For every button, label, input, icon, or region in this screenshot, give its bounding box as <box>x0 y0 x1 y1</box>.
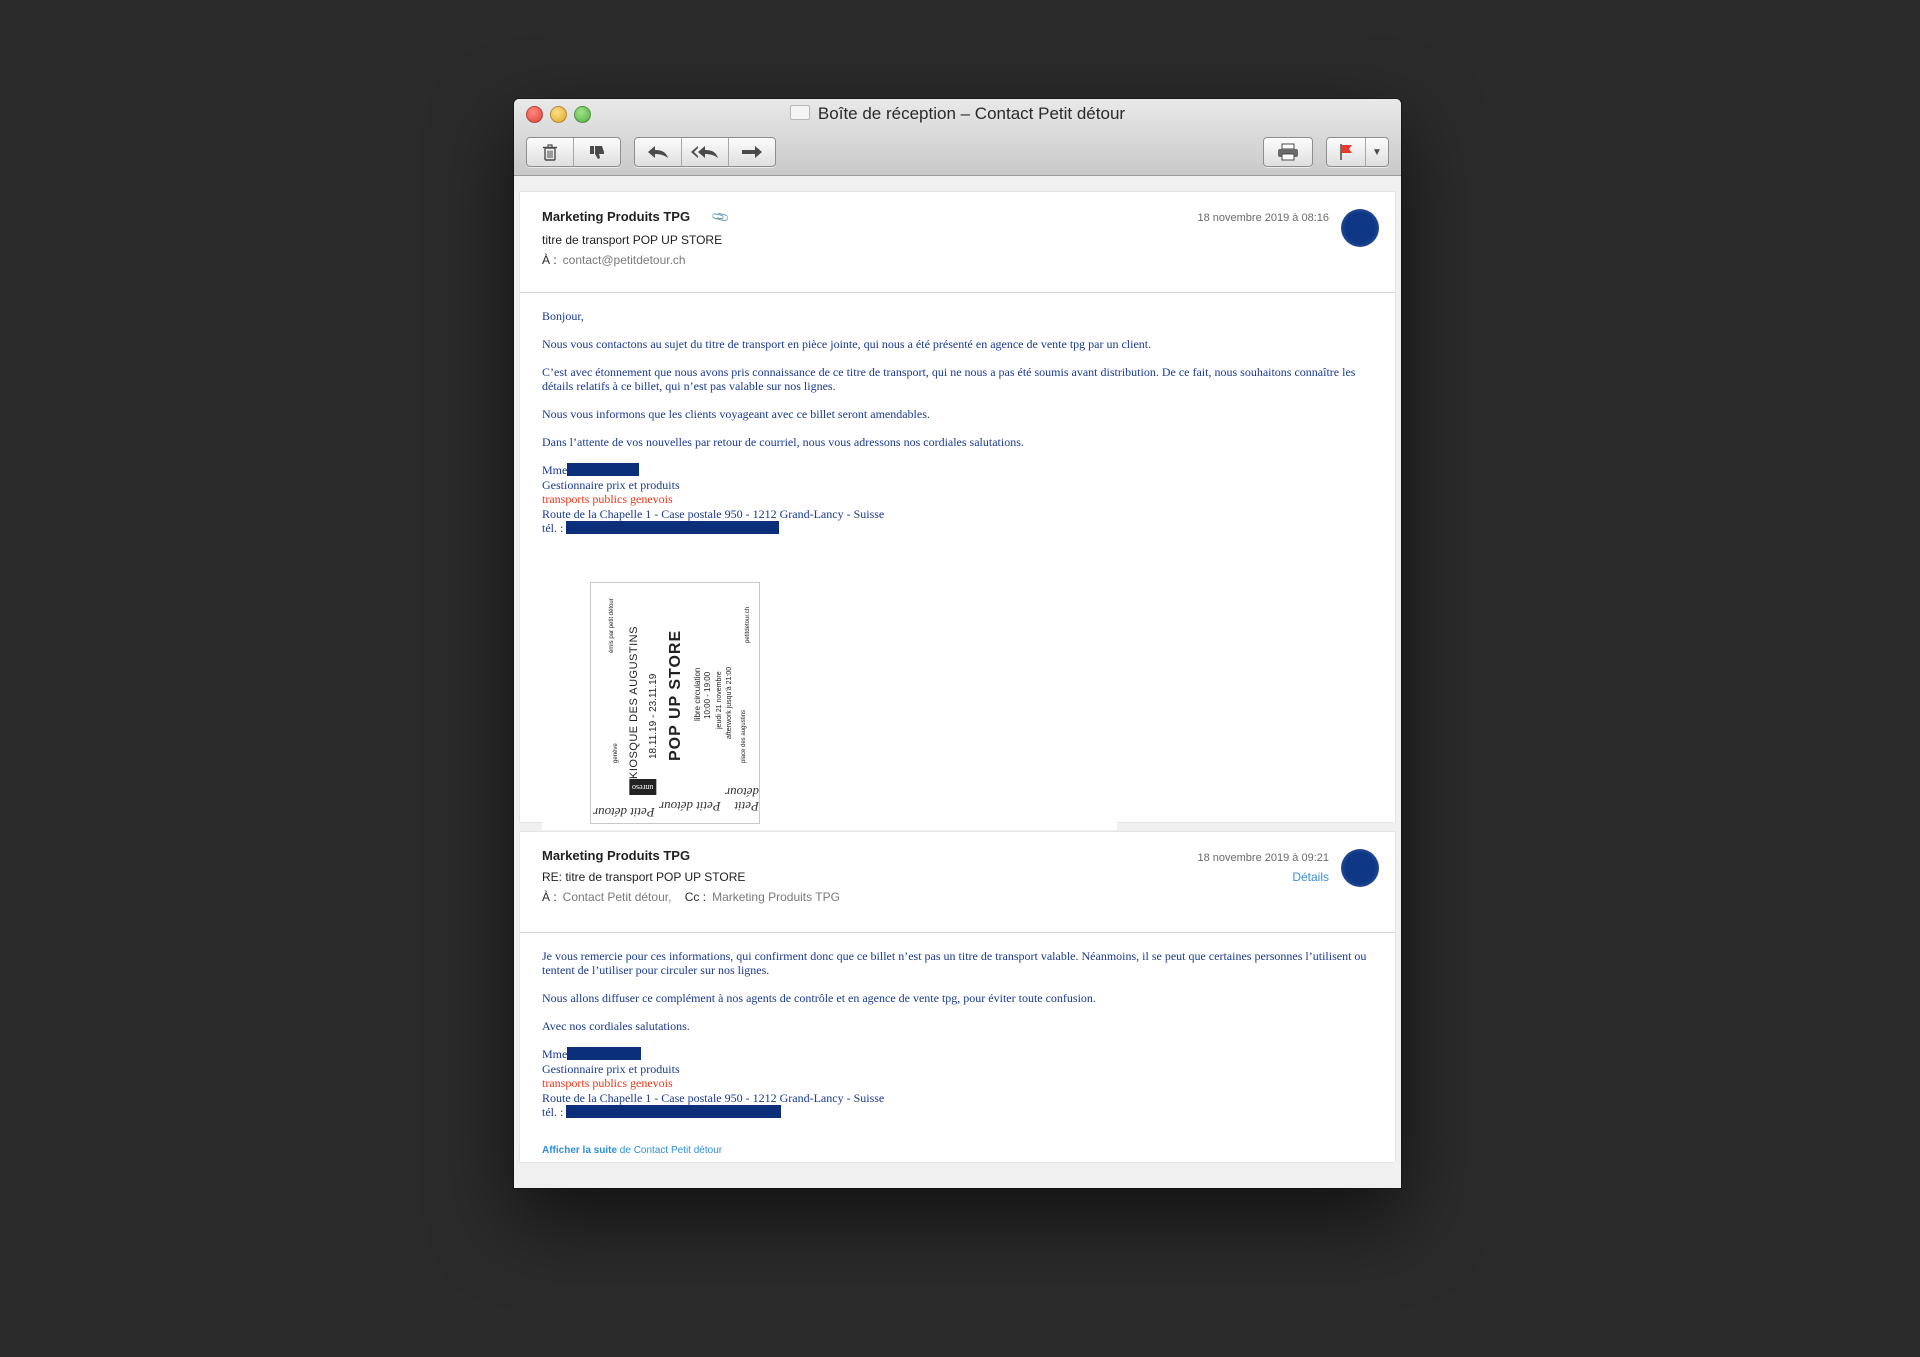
sender-name[interactable]: Marketing Produits TPG <box>542 209 691 224</box>
reply-icon <box>647 145 669 159</box>
cc-label: Cc : <box>684 890 707 904</box>
avatar <box>1341 849 1379 887</box>
delete-junk-group <box>526 137 621 167</box>
ticket-type: libre circulation <box>693 667 702 721</box>
cc-recipient[interactable]: Marketing Produits TPG <box>712 890 840 904</box>
body-paragraph: Je vous remercie pour ces informations, qui confirment donc que ce billet n’est pas un titre de transport valable. Néanmoins, il se peut que certaines personnes l’utilisent ou tentent de l’utiliser pour circuler sur nos lignes. <box>542 949 1367 977</box>
message-date: 18 novembre 2019 à 08:16 <box>1197 212 1329 224</box>
print-group <box>1263 137 1313 167</box>
signature-role: Gestionnaire prix et produits <box>542 477 680 492</box>
body-paragraph: C’est avec étonnement que nous avons pris connaissance de ce titre de transport, qui ne nous a pas été soumis avant distribution. De ce fait, nous souhaitons connaître les détails relatifs à ce billet, qui n’est pas valable sur nos lignes. <box>542 365 1356 393</box>
ticket-dates: 18.11.19 - 23.11.19 <box>648 673 659 759</box>
thumbs-down-icon <box>588 144 606 161</box>
redacted-name <box>567 463 639 476</box>
ticket-logo: Petit détour <box>659 798 721 814</box>
ticket-scan <box>590 582 760 824</box>
signature-org: transports publics genevois <box>542 492 673 506</box>
reply-all-icon <box>690 145 720 159</box>
reply-all-button[interactable] <box>682 138 729 166</box>
flag-group <box>1326 137 1389 167</box>
body-paragraph: Nous vous contactons au sujet du titre de transport en pièce jointe, qui nous a été présenté en agence de vente tpg par un client. <box>542 337 1152 351</box>
reply-button[interactable] <box>635 138 682 166</box>
signature <box>542 463 1373 536</box>
envelope-icon <box>790 105 810 120</box>
ticket-afterwork: afterwork jusqu'à 21:00 <box>726 666 733 739</box>
attachment-image[interactable] <box>542 558 1117 830</box>
show-more-bold[interactable]: Afficher la suite <box>542 1144 618 1156</box>
signature-address: Route de la Chapelle 1 - Case postale 950 - 1212 Grand-Lancy - Suisse <box>542 506 885 521</box>
flag-icon <box>1338 143 1354 161</box>
message-body <box>520 293 1395 844</box>
details-link[interactable]: Détails <box>1292 870 1329 884</box>
chevron-down-icon: ▼ <box>1372 146 1382 158</box>
body-paragraph: Nous vous informons que les clients voyageant avec ce billet seront amendables. <box>542 407 930 421</box>
trash-icon <box>542 144 558 161</box>
signature-title: Mme <box>542 1047 568 1061</box>
window-title <box>514 104 1401 124</box>
recipients-line <box>542 253 1373 267</box>
show-more-rest[interactable]: de Contact Petit détour <box>617 1144 723 1156</box>
forward-icon <box>741 145 763 159</box>
forward-button[interactable] <box>729 138 775 166</box>
to-recipient[interactable]: contact@petitdetour.ch <box>562 253 686 267</box>
recipients-line <box>542 890 1373 904</box>
body-paragraph: Dans l’attente de vos nouvelles par retour de courriel, nous vous adressons nos cordiales salutations. <box>542 435 1024 449</box>
message-subject: titre de transport POP UP STORE <box>542 233 723 247</box>
body-greeting: Bonjour, <box>542 309 584 323</box>
message-body <box>520 933 1395 1172</box>
avatar <box>1341 209 1379 247</box>
ticket-issuer: émis par petit détour <box>609 597 615 653</box>
body-paragraph: Nous allons diffuser ce complément à nos agents de contrôle et en agence de vente tpg, pour éviter toute confusion. <box>542 991 1096 1005</box>
signature <box>542 1047 1373 1120</box>
ticket-hours: 10:00 - 19:00 <box>703 671 712 719</box>
to-recipient[interactable]: Contact Petit détour, <box>562 890 672 904</box>
body-paragraph: Avec nos cordiales salutations. <box>542 1019 690 1033</box>
message-1 <box>520 192 1395 822</box>
ticket-day: jeudi 21 novembre <box>716 670 723 729</box>
ticket-logo: Petit détour <box>593 804 655 820</box>
ticket-logo: Petit détour <box>725 784 759 814</box>
print-button[interactable] <box>1264 138 1312 166</box>
titlebar <box>514 99 1401 176</box>
flag-button[interactable] <box>1327 138 1366 166</box>
signature-tel-label: tél. : <box>542 1105 564 1119</box>
redacted-phone <box>566 521 779 534</box>
message-header <box>520 192 1395 292</box>
mail-window <box>514 99 1401 1188</box>
show-more-link[interactable] <box>542 1144 1373 1158</box>
signature-org: transports publics genevois <box>542 1076 673 1090</box>
signature-address: Route de la Chapelle 1 - Case postale 950 - 1212 Grand-Lancy - Suisse <box>542 1090 885 1105</box>
to-label: À : <box>542 253 557 267</box>
redacted-phone <box>566 1105 781 1118</box>
signature-role: Gestionnaire prix et produits <box>542 1061 680 1076</box>
to-label: À : <box>542 890 557 904</box>
signature-title: Mme <box>542 463 568 477</box>
signature-tel-label: tél. : <box>542 521 564 535</box>
ticket-event: POP UP STORE <box>667 629 684 761</box>
message-date: 18 novembre 2019 à 09:21 <box>1197 852 1329 864</box>
ticket-place: place des augustins <box>741 709 747 763</box>
reply-group <box>634 137 776 167</box>
ticket-badge: unreso <box>629 779 656 795</box>
junk-button[interactable] <box>574 138 620 166</box>
message-header <box>520 832 1395 932</box>
attachment-icon: 📎 <box>709 206 731 228</box>
message-2 <box>520 832 1395 1162</box>
printer-icon <box>1277 143 1299 161</box>
ticket-website: petitdetour.ch <box>745 606 751 643</box>
ticket-city: genève <box>613 742 619 763</box>
delete-button[interactable] <box>527 138 574 166</box>
sender-name[interactable]: Marketing Produits TPG <box>542 848 691 863</box>
redacted-name <box>567 1047 641 1060</box>
message-subject: RE: titre de transport POP UP STORE <box>542 870 746 884</box>
flag-menu-button[interactable] <box>1366 138 1388 166</box>
ticket-venue: KIOSQUE DES AUGUSTINS <box>628 625 640 779</box>
message-viewer <box>514 176 1401 1188</box>
window-title-text: Boîte de réception – Contact Petit détour <box>817 104 1126 123</box>
